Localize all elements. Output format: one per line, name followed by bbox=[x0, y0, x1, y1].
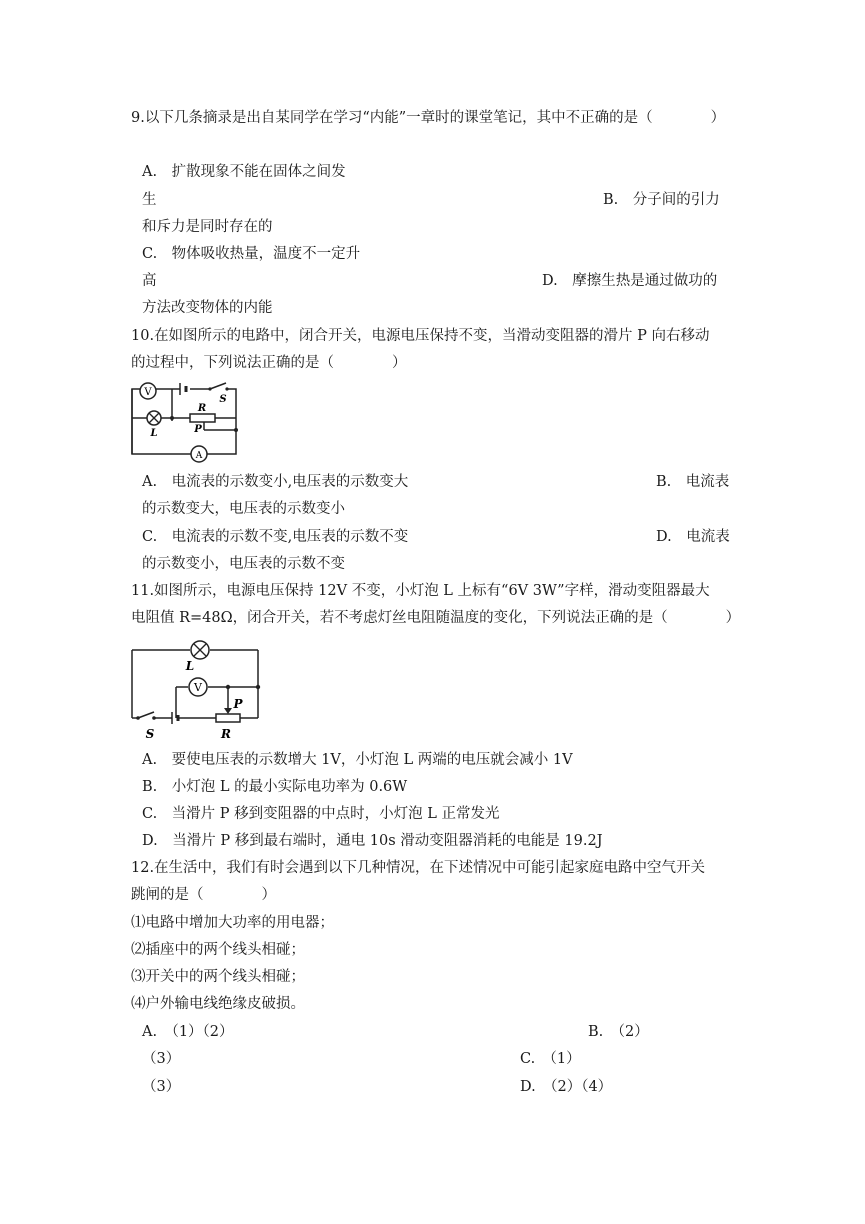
q12-stem-line1: 12.在生活中，我们有时会遇到以下几种情况，在下述情况中可能引起家庭电路中空气开关 bbox=[131, 860, 706, 876]
q10-switch-label: S bbox=[219, 394, 227, 405]
q10-voltmeter-label: V bbox=[144, 387, 152, 398]
q10-option-b-cont: 的示数变大，电压表的示数变小 bbox=[142, 501, 345, 517]
q9-option-d-cont: 方法改变物体的内能 bbox=[142, 300, 273, 316]
q9-option-c-cont: 高 bbox=[142, 273, 157, 289]
q12-item-4: ⑷户外输电线绝缘皮破损。 bbox=[131, 996, 305, 1012]
q11-voltmeter-label: V bbox=[194, 681, 202, 694]
q9-option-c: C. 物体吸收热量，温度不一定升 bbox=[142, 246, 361, 262]
q11-slider-label: P bbox=[233, 697, 243, 711]
q12-option-d: D. （2）（4） bbox=[520, 1079, 613, 1095]
q10-ammeter-label: A bbox=[195, 451, 203, 461]
q10-option-d: D. 电流表 bbox=[656, 529, 730, 545]
q11-option-a: A. 要使电压表的示数增大 1V，小灯泡 L 两端的电压就会减小 1V bbox=[142, 752, 573, 768]
q9-stem: 9.以下几条摘录是出自某同学在学习“内能”一章时的课堂笔记，其中不正确的是（ ） bbox=[131, 110, 726, 126]
q12-option-b-cont: （3） bbox=[142, 1051, 181, 1067]
q11-lamp-label: L bbox=[185, 659, 195, 673]
q9-option-b: B. 分子间的引力 bbox=[603, 192, 720, 208]
q12-option-b: B. （2） bbox=[588, 1024, 649, 1040]
q11-stem-line2: 电阻值 R=48Ω，闭合开关，若不考虑灯丝电阻随温度的变化，下列说法正确的是（ ） bbox=[131, 610, 741, 626]
q12-option-c: C. （1） bbox=[520, 1051, 581, 1067]
q10-stem-line2: 的过程中，下列说法正确的是（ ） bbox=[131, 355, 407, 371]
q9-option-b-cont: 和斥力是同时存在的 bbox=[142, 219, 273, 235]
q11-option-b: B. 小灯泡 L 的最小实际电功率为 0.6W bbox=[142, 779, 408, 795]
q9-option-a: A. 扩散现象不能在固体之间发 bbox=[142, 164, 346, 180]
q11-switch-label: S bbox=[145, 727, 155, 741]
q10-circuit-diagram bbox=[128, 378, 244, 468]
q11-resistor-label: R bbox=[221, 727, 231, 741]
q11-option-d: D. 当滑片 P 移到最右端时，通电 10s 滑动变阻器消耗的电能是 19.2J bbox=[142, 833, 603, 849]
q10-option-c: C. 电流表的示数不变,电压表的示数不变 bbox=[142, 529, 409, 545]
q12-option-a: A. （1）（2） bbox=[142, 1024, 234, 1040]
q10-option-d-cont: 的示数变小，电压表的示数不变 bbox=[142, 556, 345, 572]
q9-option-a-cont: 生 bbox=[142, 192, 157, 208]
q12-item-1: ⑴电路中增加大功率的用电器； bbox=[131, 915, 334, 931]
q11-option-c: C. 当滑片 P 移到变阻器的中点时，小灯泡 L 正常发光 bbox=[142, 806, 500, 822]
q11-stem-line1: 11.如图所示，电源电压保持 12V 不变，小灯泡 L 上标有“6V 3W”字样，滑动变阻器最大 bbox=[131, 583, 710, 599]
q9-option-d: D. 摩擦生热是通过做功的 bbox=[542, 273, 718, 289]
q12-item-2: ⑵插座中的两个线头相碰； bbox=[131, 942, 305, 958]
q10-lamp-label: L bbox=[150, 428, 158, 439]
q11-circuit-diagram bbox=[128, 634, 264, 744]
q12-option-c-cont: （3） bbox=[142, 1079, 181, 1095]
q10-stem-line1: 10.在如图所示的电路中，闭合开关，电源电压保持不变，当滑动变阻器的滑片 P 向右移动 bbox=[131, 328, 710, 344]
q10-option-a: A. 电流表的示数变小,电压表的示数变大 bbox=[142, 474, 409, 490]
q12-item-3: ⑶开关中的两个线头相碰； bbox=[131, 969, 305, 985]
q10-resistor-label: R bbox=[197, 403, 207, 414]
q12-stem-line2: 跳闸的是（ ） bbox=[131, 887, 276, 903]
q10-option-b: B. 电流表 bbox=[656, 474, 730, 490]
q10-slider-label: P bbox=[194, 424, 202, 435]
